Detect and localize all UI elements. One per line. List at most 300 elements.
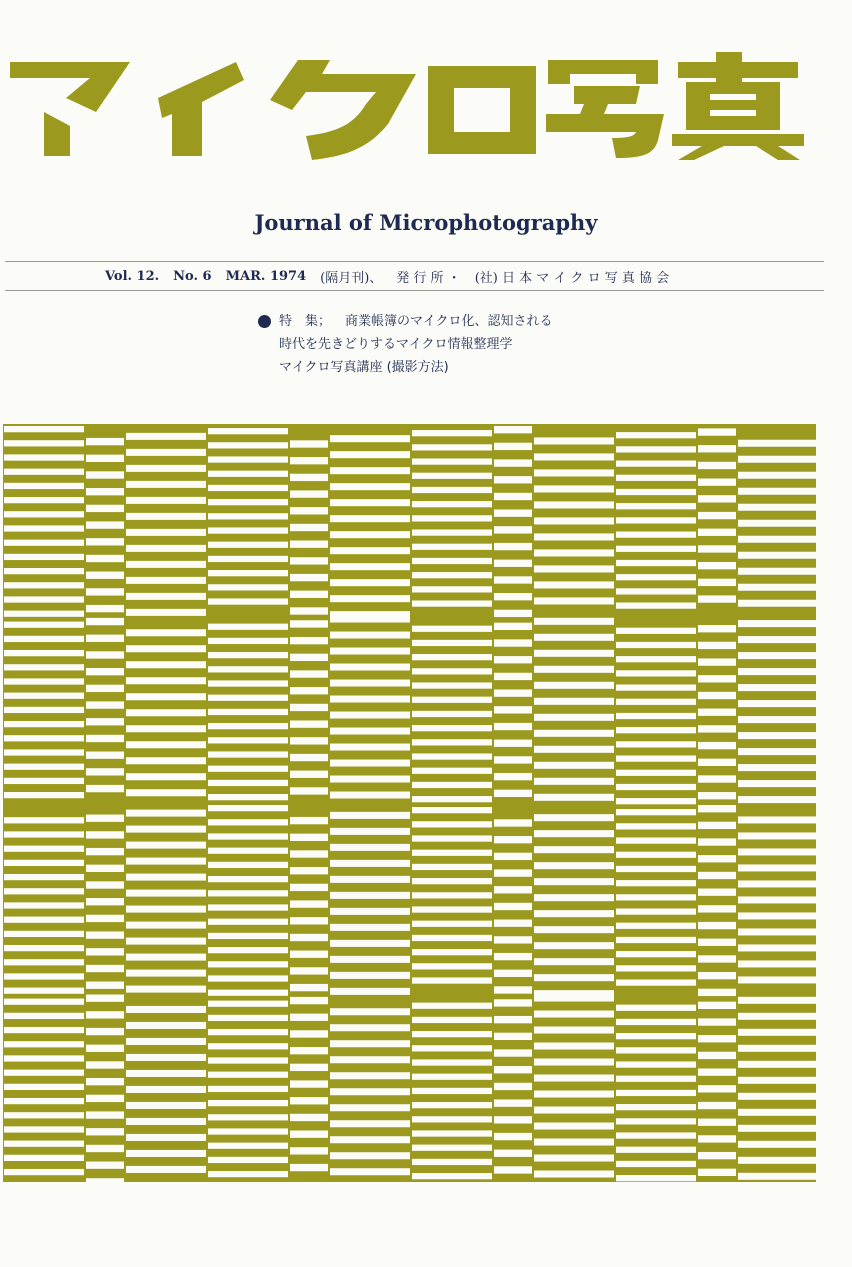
pattern-stripe <box>126 789 206 796</box>
pattern-stripe <box>126 1022 206 1029</box>
pattern-stripe <box>534 1155 614 1162</box>
pattern-stripe <box>412 473 492 479</box>
pattern-stripe <box>494 1066 532 1073</box>
pattern-stripe <box>616 1104 696 1110</box>
pattern-stripe <box>330 876 410 883</box>
pattern-stripe <box>412 626 492 632</box>
pattern-stripe <box>616 446 696 452</box>
pattern-stripe <box>290 1047 328 1054</box>
pattern-stripe <box>534 437 614 444</box>
pattern-stripe <box>208 1015 288 1021</box>
pattern-stripe <box>494 426 532 433</box>
pattern-stripe <box>494 1049 532 1056</box>
pattern-stripe <box>4 1155 84 1161</box>
pattern-stripe <box>208 1157 288 1163</box>
pattern-stripe <box>4 1141 84 1147</box>
pattern-stripe <box>208 794 288 800</box>
pattern-stripe <box>208 471 288 477</box>
issue-info <box>5 261 824 291</box>
pattern-stripe <box>738 912 816 919</box>
pattern-stripe <box>4 483 84 489</box>
pattern-stripe <box>208 652 288 658</box>
pattern-stripe <box>616 1019 696 1025</box>
pattern-stripe <box>208 919 288 925</box>
pattern-stripe <box>412 821 492 827</box>
pattern-stripe <box>290 1080 328 1087</box>
pattern-stripe <box>616 1118 696 1124</box>
pattern-stripe <box>4 707 84 713</box>
pattern-stripe <box>290 1064 328 1071</box>
pattern-stripe <box>126 938 206 945</box>
pattern-stripe <box>698 855 736 862</box>
pattern-stripe <box>738 1109 816 1116</box>
pattern-stripe <box>208 933 288 939</box>
pattern-stripe <box>86 701 124 708</box>
pattern-stripe <box>4 611 84 617</box>
pattern-stripe <box>494 836 532 843</box>
pattern-stripe <box>698 692 736 699</box>
pattern-stripe <box>208 876 288 882</box>
pattern-stripe <box>290 850 328 857</box>
pattern-stripe <box>534 1107 614 1114</box>
pattern-stripe <box>698 889 736 896</box>
pattern-stripe <box>494 476 532 483</box>
pattern-stripe <box>698 625 736 632</box>
pattern-stripe <box>208 1100 288 1106</box>
pattern-stripe <box>208 723 288 729</box>
pattern-stripe <box>208 1057 288 1063</box>
pattern-stripe <box>412 835 492 841</box>
pattern-stripe <box>208 542 288 548</box>
pattern-stripe <box>86 1111 124 1118</box>
pattern-stripe <box>698 1135 736 1142</box>
pattern-stripe <box>330 547 410 554</box>
pattern-stripe <box>290 704 328 711</box>
pattern-stripe <box>698 955 736 962</box>
pattern-stripe <box>738 520 816 527</box>
pattern-stripe <box>412 906 492 912</box>
pattern-stripe <box>738 1013 816 1020</box>
pattern-stripe <box>126 1038 206 1045</box>
pattern-stripe <box>738 1141 816 1148</box>
pattern-stripe <box>616 503 696 509</box>
pattern-stripe <box>4 874 84 880</box>
pattern-stripe <box>330 563 410 570</box>
pattern-stripe <box>494 673 532 680</box>
pattern-stripe <box>534 485 614 492</box>
pattern-stripe <box>738 440 816 447</box>
pattern-stripe <box>86 815 124 822</box>
pattern-stripe <box>738 700 816 707</box>
pattern-stripe <box>330 844 410 851</box>
pattern-stripe <box>86 651 124 658</box>
pattern-stripe <box>534 469 614 476</box>
pattern-stripe <box>330 435 410 442</box>
pattern-stripe <box>4 917 84 923</box>
pattern-stripe <box>330 696 410 703</box>
pattern-stripe <box>738 864 816 871</box>
pattern-stripe <box>126 1150 206 1157</box>
pattern-stripe <box>290 541 328 548</box>
pattern-stripe <box>126 629 206 636</box>
pattern-stripe <box>4 568 84 574</box>
pattern-stripe <box>616 1132 696 1138</box>
pattern-stripe <box>330 483 410 490</box>
pattern-stripe <box>330 728 410 735</box>
pattern-stripe <box>412 586 492 592</box>
pattern-stripe <box>290 457 328 464</box>
pattern-stripe <box>698 545 736 552</box>
pattern-stripe <box>616 574 696 580</box>
pattern-stripe <box>126 810 206 817</box>
pattern-stripe <box>330 828 410 835</box>
pattern-stripe <box>86 982 124 989</box>
pattern-stripe <box>330 972 410 979</box>
pattern-stripe <box>4 999 84 1005</box>
pattern-stripe <box>126 1006 206 1013</box>
pattern-stripe <box>86 865 124 872</box>
bullet-icon <box>258 315 271 328</box>
pattern-stripe <box>698 1018 736 1025</box>
pattern-stripe <box>534 830 614 837</box>
pattern-stripe <box>738 636 816 643</box>
pattern-stripe <box>616 517 696 523</box>
pattern-stripe <box>616 1161 696 1167</box>
pattern-stripe <box>534 1091 614 1098</box>
pattern-stripe <box>330 760 410 767</box>
pattern-stripe <box>208 598 288 604</box>
feature-item: 時代を先きどりするマイクロ情報整理学 <box>279 337 513 352</box>
pattern-stripe <box>208 556 288 562</box>
pattern-stripe <box>494 853 532 860</box>
pattern-stripe <box>330 616 410 623</box>
pattern-stripe <box>330 680 410 687</box>
pattern-stripe <box>412 796 492 802</box>
pattern-stripe <box>290 737 328 744</box>
pattern-stripe <box>208 990 288 996</box>
pattern-stripe <box>698 775 736 782</box>
pattern-stripe <box>534 1075 614 1082</box>
pattern-stripe <box>330 712 410 719</box>
pattern-stripe <box>698 495 736 502</box>
pattern-stripe <box>534 814 614 821</box>
pattern-stripe <box>4 622 84 628</box>
pattern-stripe <box>330 1136 410 1143</box>
pattern-stripe <box>4 1041 84 1047</box>
pattern-stripe <box>86 488 124 495</box>
pattern-stripe <box>412 807 492 813</box>
pattern-stripe <box>412 725 492 731</box>
pattern-stripe <box>534 762 614 769</box>
pattern-stripe <box>208 513 288 519</box>
pattern-stripe <box>412 1145 492 1151</box>
pattern-stripe <box>616 894 696 900</box>
pattern-stripe <box>208 1086 288 1092</box>
pattern-stripe <box>4 988 84 994</box>
pattern-stripe <box>290 884 328 891</box>
pattern-stripe <box>126 1102 206 1109</box>
pattern-stripe <box>330 1040 410 1047</box>
pattern-stripe <box>738 504 816 511</box>
pattern-stripe <box>330 1072 410 1079</box>
pattern-stripe <box>698 658 736 665</box>
pattern-stripe <box>290 951 328 958</box>
pattern-stripe <box>412 515 492 521</box>
pattern-stripe <box>412 739 492 745</box>
pattern-stripe <box>412 458 492 464</box>
pattern-stripe <box>412 682 492 688</box>
pattern-stripe <box>126 677 206 684</box>
pattern-stripe <box>412 977 492 983</box>
pattern-stripe <box>738 780 816 787</box>
pattern-stripe <box>4 582 84 588</box>
pattern-stripe <box>86 768 124 775</box>
pattern-stripe <box>698 905 736 912</box>
pattern-stripe <box>616 432 696 438</box>
pattern-stripe <box>290 474 328 481</box>
pattern-stripe <box>290 654 328 661</box>
pattern-stripe <box>4 678 84 684</box>
pattern-stripe <box>126 465 206 472</box>
pattern-stripe <box>616 770 696 776</box>
pattern-stripe <box>330 515 410 522</box>
pattern-stripe <box>698 1152 736 1159</box>
pattern-stripe <box>126 529 206 536</box>
pattern-stripe <box>534 1171 614 1178</box>
pattern-stripe <box>494 689 532 696</box>
pattern-stripe <box>738 896 816 903</box>
pattern-stripe <box>330 579 410 586</box>
pattern-stripe <box>290 917 328 924</box>
pattern-stripe <box>86 718 124 725</box>
pattern-stripe <box>738 652 816 659</box>
pattern-stripe <box>330 664 410 671</box>
pattern-stripe <box>330 812 410 819</box>
pattern-stripe <box>330 648 410 655</box>
pattern-stripe <box>616 798 696 804</box>
pattern-stripe <box>126 513 206 520</box>
pattern-stripe <box>534 698 614 705</box>
publisher-label: 発 行 所 ・ <box>396 270 461 286</box>
pattern-stripe <box>330 1168 410 1175</box>
pattern-stripe <box>534 942 614 949</box>
pattern-stripe <box>86 471 124 478</box>
pattern-stripe <box>208 527 288 533</box>
pattern-stripe <box>616 965 696 971</box>
pattern-stripe <box>290 997 328 1004</box>
pattern-stripe <box>208 499 288 505</box>
pattern-stripe <box>412 544 492 550</box>
pattern-stripe <box>412 572 492 578</box>
pattern-stripe <box>412 1017 492 1023</box>
pattern-stripe <box>412 753 492 759</box>
issue-frequency: (隔月刊)、 <box>320 270 383 286</box>
pattern-stripe <box>494 936 532 943</box>
pattern-stripe <box>698 989 736 996</box>
pattern-stripe <box>86 735 124 742</box>
pattern-stripe <box>86 505 124 512</box>
pattern-stripe <box>290 574 328 581</box>
pattern-stripe <box>494 1083 532 1090</box>
pattern-stripe <box>534 1059 614 1066</box>
pattern-stripe <box>534 746 614 753</box>
pattern-stripe <box>412 711 492 717</box>
pattern-stripe <box>738 1029 816 1036</box>
pattern-stripe <box>534 581 614 588</box>
pattern-stripe <box>86 588 124 595</box>
pattern-stripe <box>86 685 124 692</box>
pattern-stripe <box>4 1055 84 1061</box>
pattern-stripe <box>330 892 410 899</box>
pattern-stripe <box>534 517 614 524</box>
pattern-stripe <box>4 596 84 602</box>
pattern-stripe <box>738 976 816 983</box>
pattern-stripe <box>698 1169 736 1176</box>
pattern-stripe <box>738 536 816 543</box>
pattern-stripe <box>698 1102 736 1109</box>
pattern-stripe <box>86 521 124 528</box>
volume: Vol. 12. <box>105 268 160 284</box>
pattern-stripe <box>494 1166 532 1173</box>
pattern-stripe <box>738 832 816 839</box>
pattern-stripe <box>208 890 288 896</box>
pattern-stripe <box>290 490 328 497</box>
pattern-stripe <box>330 632 410 639</box>
pattern-stripe <box>412 1116 492 1122</box>
pattern-stripe <box>738 584 816 591</box>
pattern-stripe <box>126 545 206 552</box>
issue-number: No. 6 <box>173 268 212 284</box>
pattern-stripe <box>698 972 736 979</box>
pattern-stripe <box>616 588 696 594</box>
pattern-stripe <box>494 543 532 550</box>
pattern-stripe <box>412 1031 492 1037</box>
pattern-stripe <box>412 697 492 703</box>
pattern-stripe <box>534 714 614 721</box>
pattern-stripe <box>208 766 288 772</box>
pattern-stripe <box>698 512 736 519</box>
pattern-stripe <box>616 670 696 676</box>
pattern-stripe <box>4 1027 84 1033</box>
pattern-stripe <box>290 900 328 907</box>
pattern-stripe <box>290 967 328 974</box>
pattern-stripe <box>4 778 84 784</box>
pattern-stripe <box>412 963 492 969</box>
pattern-stripe <box>4 497 84 503</box>
pattern-stripe <box>208 1029 288 1035</box>
pattern-stripe <box>4 959 84 965</box>
pattern-stripe <box>86 848 124 855</box>
pattern-stripe <box>494 493 532 500</box>
pattern-stripe <box>534 846 614 853</box>
pattern-stripe <box>126 874 206 881</box>
pattern-stripe <box>412 487 492 493</box>
pattern-stripe <box>208 570 288 576</box>
pattern-stripe <box>616 628 696 634</box>
pattern-stripe <box>412 1059 492 1065</box>
pattern-stripe <box>86 995 124 1002</box>
pattern-stripe <box>290 787 328 794</box>
pattern-stripe <box>412 1173 492 1179</box>
pattern-stripe <box>330 988 410 995</box>
pattern-stripe <box>86 1178 124 1182</box>
pattern-stripe <box>412 892 492 898</box>
pattern-stripe <box>494 756 532 763</box>
pattern-stripe <box>86 572 124 579</box>
pattern-stripe <box>4 735 84 741</box>
pattern-stripe <box>616 489 696 495</box>
pattern-stripe <box>616 699 696 705</box>
pattern-stripe <box>4 540 84 546</box>
pattern-stripe <box>208 1072 288 1078</box>
pattern-stripe <box>126 433 206 440</box>
pattern-stripe <box>534 1043 614 1050</box>
pattern-stripe <box>126 842 206 849</box>
pattern-stripe <box>698 595 736 602</box>
pattern-stripe <box>126 906 206 913</box>
pattern-stripe <box>208 666 288 672</box>
pattern-stripe <box>208 751 288 757</box>
pattern-stripe <box>698 1119 736 1126</box>
pattern-stripe <box>290 1164 328 1171</box>
pattern-stripe <box>4 511 84 517</box>
pattern-stripe <box>494 593 532 600</box>
pattern-stripe <box>330 531 410 538</box>
pattern-stripe <box>330 1152 410 1159</box>
pattern-stripe <box>126 561 206 568</box>
pattern-stripe <box>290 754 328 761</box>
pattern-stripe <box>208 904 288 910</box>
pattern-stripe <box>208 695 288 701</box>
pattern-stripe <box>616 727 696 733</box>
pattern-stripe <box>412 558 492 564</box>
pattern-stripe <box>616 979 696 985</box>
pattern-stripe <box>494 819 532 826</box>
pattern-stripe <box>330 908 410 915</box>
pattern-stripe <box>412 1074 492 1080</box>
pattern-stripe <box>4 931 84 937</box>
pattern-stripe <box>330 940 410 947</box>
pattern-stripe <box>534 730 614 737</box>
pattern-stripe <box>738 960 816 967</box>
pattern-stripe <box>616 1033 696 1039</box>
pattern-stripe <box>738 716 816 723</box>
pattern-stripe <box>4 454 84 460</box>
pattern-stripe <box>290 1030 328 1037</box>
pattern-stripe <box>86 915 124 922</box>
pattern-stripe <box>86 1145 124 1152</box>
pattern-stripe <box>4 1112 84 1118</box>
pattern-stripe <box>616 880 696 886</box>
pattern-stripe <box>126 1054 206 1061</box>
pattern-stripe <box>698 579 736 586</box>
pattern-stripe <box>738 732 816 739</box>
pattern-stripe <box>208 1143 288 1149</box>
pattern-stripe <box>534 1139 614 1146</box>
masthead-title <box>8 52 808 160</box>
pattern-stripe <box>290 557 328 564</box>
feature-row <box>258 310 553 333</box>
pattern-stripe <box>330 1120 410 1127</box>
pattern-stripe <box>86 965 124 972</box>
pattern-stripe <box>698 939 736 946</box>
pattern-stripe <box>534 618 614 625</box>
pattern-stripe <box>534 682 614 689</box>
pattern-stripe <box>698 792 736 799</box>
pattern-stripe <box>412 878 492 884</box>
pattern-stripe <box>494 970 532 977</box>
pattern-stripe <box>208 780 288 786</box>
